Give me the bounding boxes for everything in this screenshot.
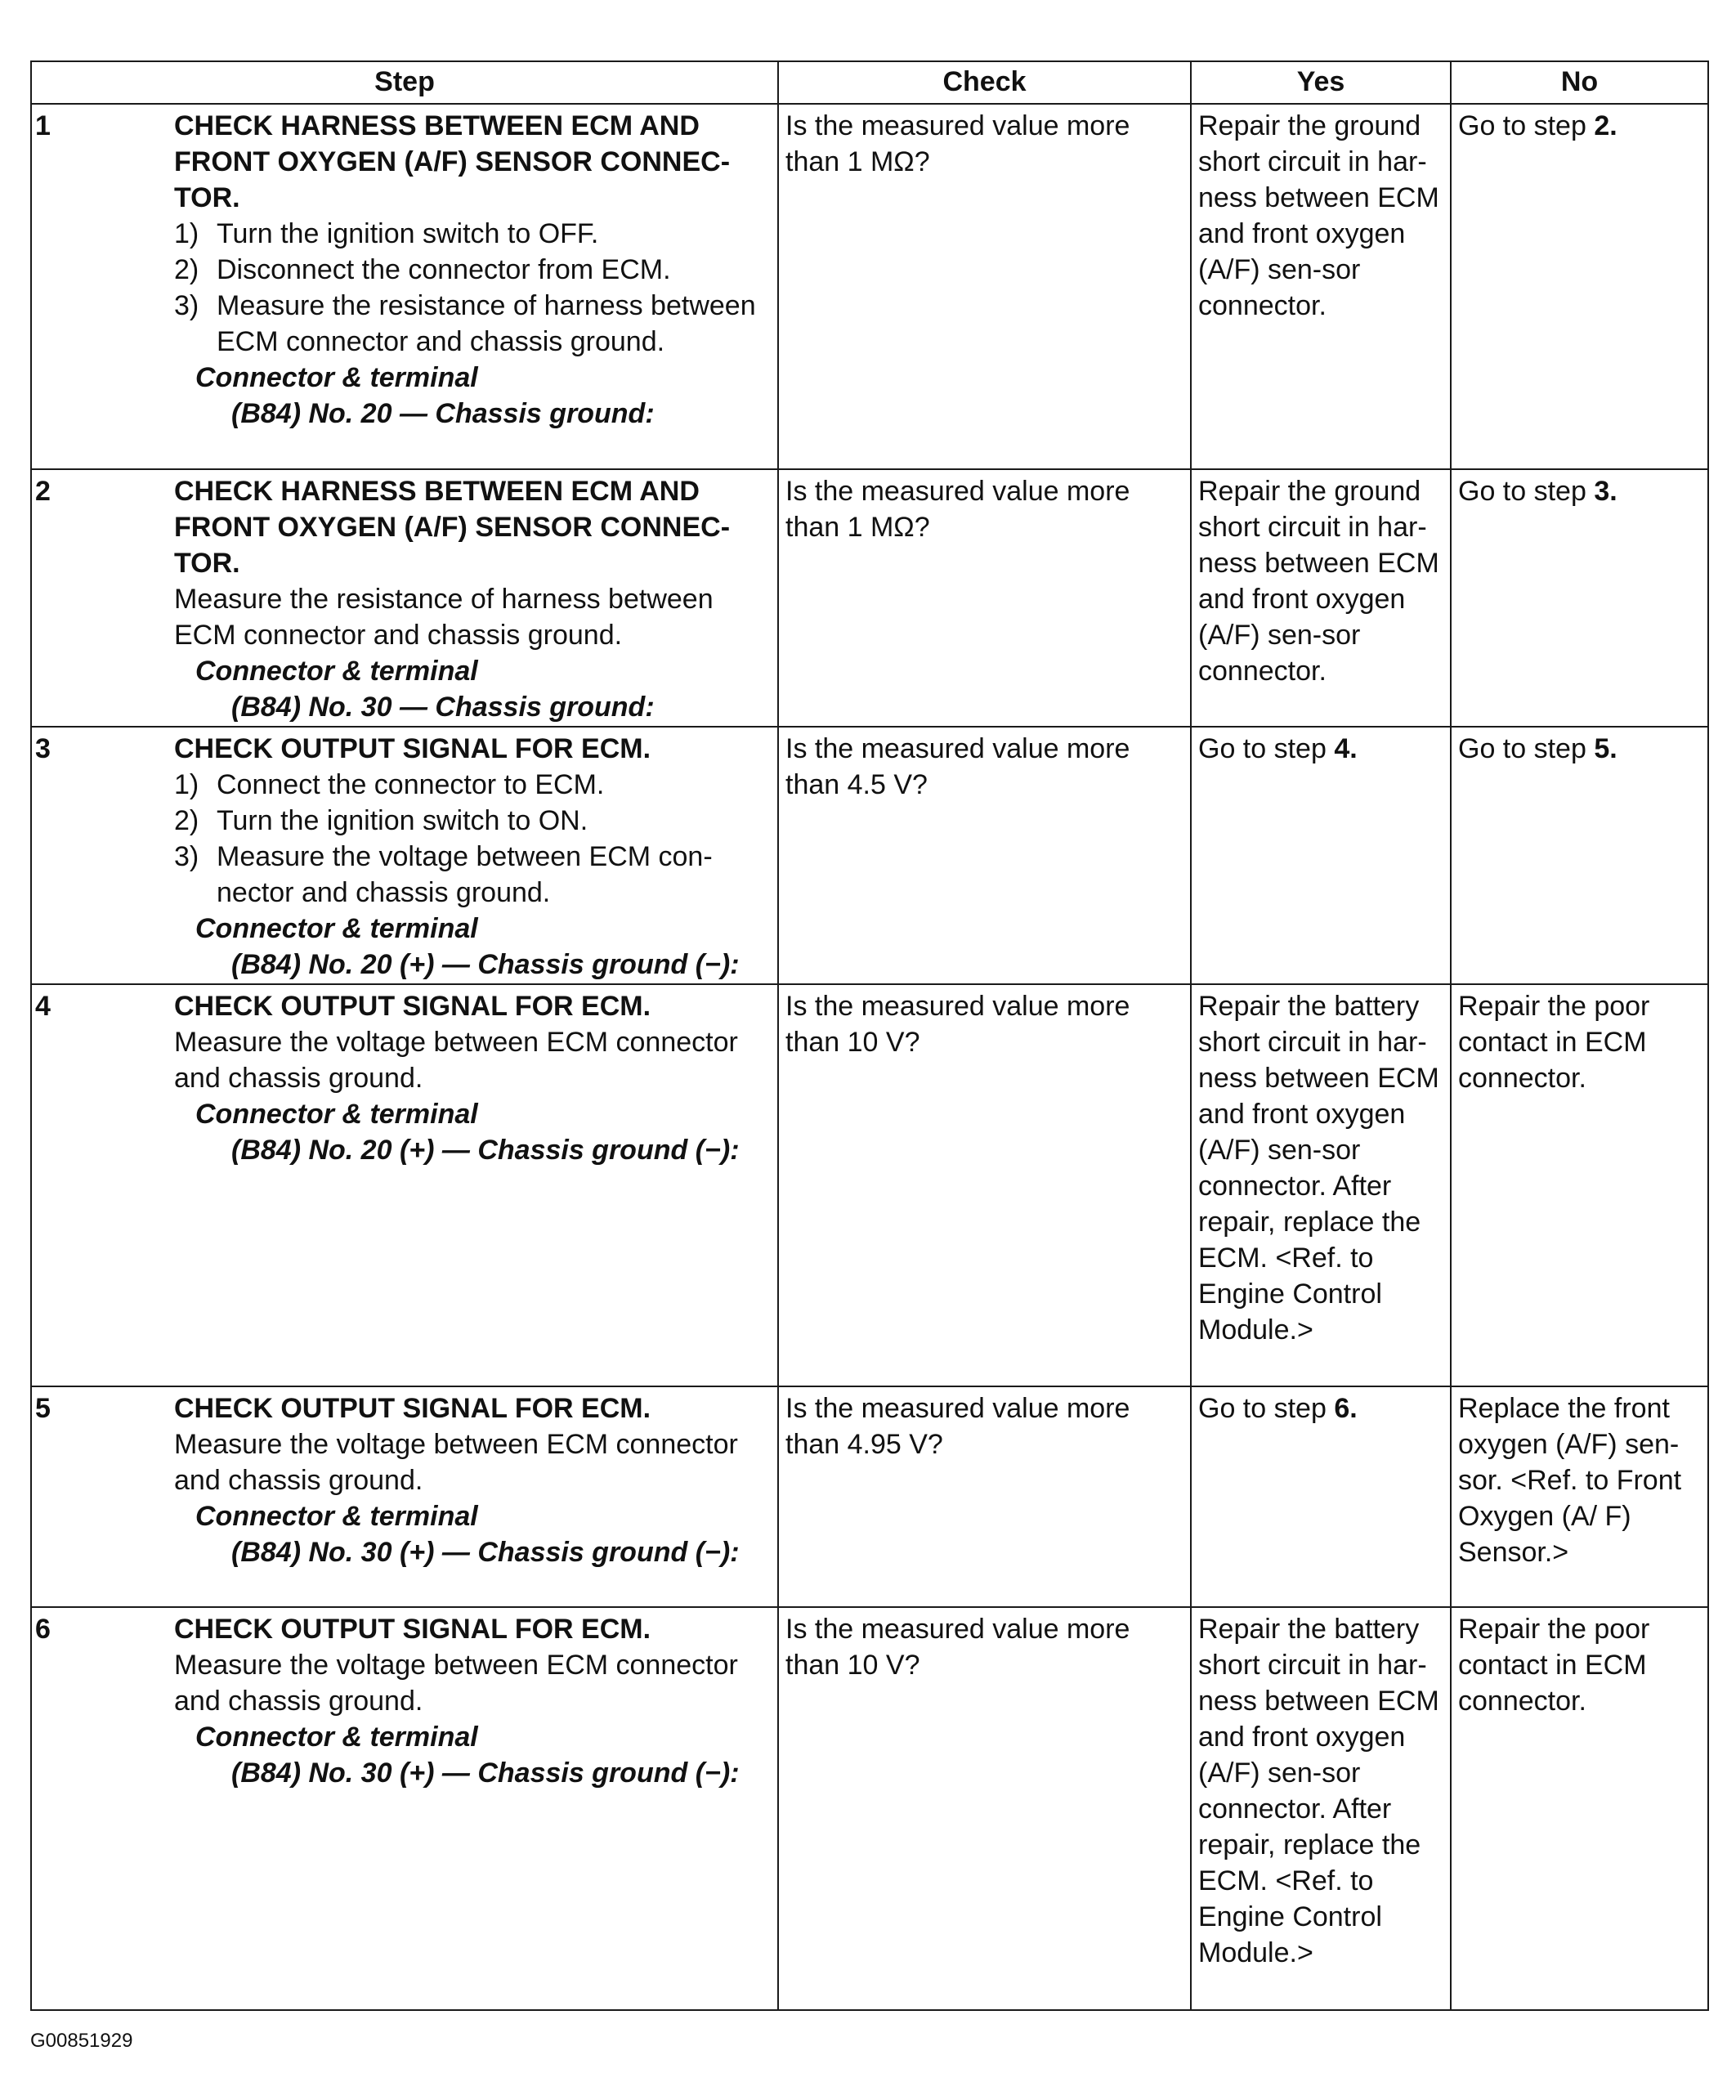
check-cell — [778, 1386, 1191, 1607]
step-item — [174, 288, 771, 360]
step-item-number: 1) — [174, 769, 199, 800]
yes-text: Go to step — [1198, 1393, 1327, 1424]
step-item — [174, 252, 771, 288]
yes-cell — [1191, 469, 1451, 727]
no-text: Go to step — [1458, 476, 1586, 507]
step-cell — [31, 104, 778, 469]
no-step-ref: 2. — [1594, 110, 1617, 141]
figure-code: G00851929 — [30, 2030, 133, 2052]
connector-label: Connector & terminal — [195, 1501, 478, 1532]
step-description: Measure the voltage between ECM connector and chassis ground. — [174, 1027, 738, 1094]
step-title: CHECK OUTPUT SIGNAL FOR ECM. — [174, 1393, 651, 1424]
yes-step-ref: 4. — [1334, 733, 1358, 764]
yes-cell — [1191, 104, 1451, 469]
no-cell — [1451, 727, 1708, 984]
check-cell — [778, 984, 1191, 1386]
step-cell — [31, 469, 778, 727]
step-cell — [31, 1386, 778, 1607]
header-check: Check — [778, 61, 1191, 104]
step-number: 6 — [35, 1614, 51, 1645]
step-description: Measure the voltage between ECM connector and chassis ground. — [174, 1429, 738, 1496]
step-item-text: Connect the connector to ECM. — [217, 769, 605, 800]
step-number: 5 — [35, 1393, 51, 1424]
no-cell — [1451, 1607, 1708, 2010]
step-number: 1 — [35, 110, 51, 141]
step-title: CHECK OUTPUT SIGNAL FOR ECM. — [174, 733, 651, 764]
connector-label: Connector & terminal — [195, 913, 478, 944]
step-item-text: Measure the resistance of harness between ECM connector and chassis ground. — [217, 290, 756, 357]
check-cell — [778, 104, 1191, 469]
step-item-text: Turn the ignition switch to ON. — [217, 805, 588, 836]
step-item — [174, 216, 771, 252]
table-row — [31, 104, 1708, 469]
step-item-text: Disconnect the connector from ECM. — [217, 254, 671, 285]
table-row — [31, 1607, 1708, 2010]
check-text: Is the measured value more than 1 MΩ? — [785, 110, 1130, 177]
no-step-ref: 5. — [1594, 733, 1617, 764]
no-text: Repair the poor contact in ECM connector. — [1458, 991, 1650, 1094]
check-cell — [778, 469, 1191, 727]
check-text: Is the measured value more than 4.5 V? — [785, 733, 1130, 800]
no-cell — [1451, 469, 1708, 727]
step-cell — [31, 727, 778, 984]
step-item-number: 3) — [174, 290, 199, 321]
no-cell — [1451, 104, 1708, 469]
step-title: CHECK OUTPUT SIGNAL FOR ECM. — [174, 991, 651, 1022]
terminal-spec: (B84) No. 20 (+) — Chassis ground (−): — [231, 1135, 740, 1166]
terminal-spec: (B84) No. 30 (+) — Chassis ground (−): — [231, 1537, 740, 1568]
step-description: Measure the resistance of harness between ECM connector and chassis ground. — [174, 584, 714, 651]
no-text: Replace the front oxygen (A/F) sen-sor. <Ref. to Front Oxygen (A/ F) Sensor.> — [1458, 1393, 1682, 1568]
no-cell — [1451, 984, 1708, 1386]
step-cell — [31, 1607, 778, 2010]
step-description: Measure the voltage between ECM connector and chassis ground. — [174, 1650, 738, 1717]
step-title: CHECK HARNESS BETWEEN ECM AND FRONT OXYGEN (A/F) SENSOR CONNEC-TOR. — [174, 476, 731, 579]
step-item-number: 2) — [174, 805, 199, 836]
table-row — [31, 1386, 1708, 1607]
header-row — [31, 61, 1708, 104]
step-number: 4 — [35, 991, 51, 1022]
connector-label: Connector & terminal — [195, 362, 478, 393]
yes-cell — [1191, 727, 1451, 984]
no-step-ref: 3. — [1594, 476, 1617, 507]
yes-text: Repair the battery short circuit in har-ness between ECM and front oxygen (A/F) sen-sor connector. After repair, replace the ECM. <Ref. to Engine Control Module.> — [1198, 1614, 1439, 1968]
no-cell — [1451, 1386, 1708, 1607]
check-text: Is the measured value more than 1 MΩ? — [785, 476, 1130, 543]
check-text: Is the measured value more than 10 V? — [785, 991, 1130, 1058]
step-title: CHECK HARNESS BETWEEN ECM AND FRONT OXYGEN (A/F) SENSOR CONNEC-TOR. — [174, 110, 731, 213]
yes-cell — [1191, 1607, 1451, 2010]
step-item-number: 1) — [174, 218, 199, 249]
yes-text: Go to step — [1198, 733, 1327, 764]
yes-cell — [1191, 1386, 1451, 1607]
connector-label: Connector & terminal — [195, 1722, 478, 1753]
step-item-text: Turn the ignition switch to OFF. — [217, 218, 599, 249]
no-text: Go to step — [1458, 110, 1586, 141]
check-cell — [778, 727, 1191, 984]
terminal-spec: (B84) No. 30 — Chassis ground: — [231, 692, 655, 723]
yes-step-ref: 6. — [1334, 1393, 1358, 1424]
diagnostic-table — [30, 60, 1709, 2011]
terminal-spec: (B84) No. 20 — Chassis ground: — [231, 398, 655, 429]
step-item — [174, 767, 771, 803]
connector-label: Connector & terminal — [195, 656, 478, 687]
step-item — [174, 803, 771, 839]
step-item — [174, 839, 771, 911]
check-cell — [778, 1607, 1191, 2010]
table-row — [31, 469, 1708, 727]
step-item-number: 3) — [174, 841, 199, 872]
terminal-spec: (B84) No. 30 (+) — Chassis ground (−): — [231, 1757, 740, 1789]
yes-text: Repair the battery short circuit in har-ness between ECM and front oxygen (A/F) sen-sor connector. After repair, replace the ECM. <Ref. to Engine Control Module.> — [1198, 991, 1439, 1346]
step-number: 3 — [35, 733, 51, 764]
connector-label: Connector & terminal — [195, 1099, 478, 1130]
no-text: Go to step — [1458, 733, 1586, 764]
table-row — [31, 727, 1708, 984]
table-row — [31, 984, 1708, 1386]
step-cell — [31, 984, 778, 1386]
header-yes: Yes — [1191, 61, 1451, 104]
no-text: Repair the poor contact in ECM connector. — [1458, 1614, 1650, 1717]
header-step: Step — [31, 61, 778, 104]
terminal-spec: (B84) No. 20 (+) — Chassis ground (−): — [231, 949, 740, 980]
step-title: CHECK OUTPUT SIGNAL FOR ECM. — [174, 1614, 651, 1645]
yes-cell — [1191, 984, 1451, 1386]
step-item-number: 2) — [174, 254, 199, 285]
check-text: Is the measured value more than 10 V? — [785, 1614, 1130, 1681]
step-number: 2 — [35, 476, 51, 507]
yes-text: Repair the ground short circuit in har-ness between ECM and front oxygen (A/F) sen-sor connector. — [1198, 476, 1439, 687]
check-text: Is the measured value more than 4.95 V? — [785, 1393, 1130, 1460]
step-item-text: Measure the voltage between ECM con-nector and chassis ground. — [217, 841, 713, 908]
header-no: No — [1451, 61, 1708, 104]
yes-text: Repair the ground short circuit in har-ness between ECM and front oxygen (A/F) sen-sor connector. — [1198, 110, 1439, 321]
